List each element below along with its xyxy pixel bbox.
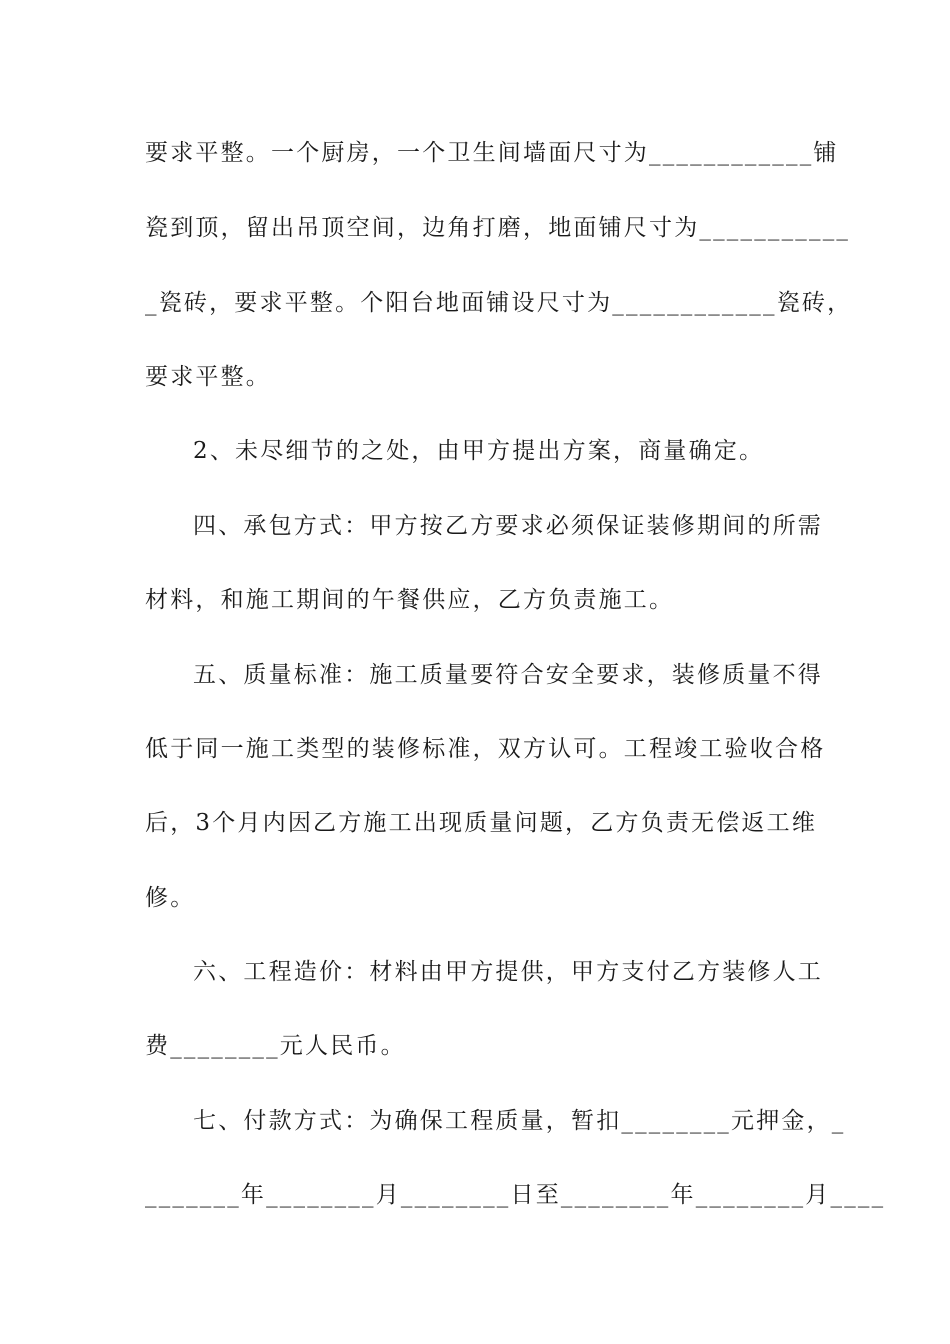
paragraph-line: 低于同一施工类型的装修标准，双方认可。工程竣工验收合格 [145, 736, 826, 762]
paragraph-line: 材料，和施工期间的午餐供应，乙方负责施工。 [145, 587, 675, 613]
paragraph-line: 费________元人民币。 [145, 1033, 406, 1059]
paragraph-line: 要求平整。一个厨房，一个卫生间墙面尺寸为____________铺 [145, 140, 839, 166]
section-7-heading-line: 七、付款方式：为确保工程质量，暂扣________元押金，_ [193, 1108, 846, 1134]
paragraph-line: 后，3个月内因乙方施工出现质量问题，乙方负责无偿返工维 [145, 810, 818, 836]
paragraph-line: _______年________月________日至________年________月____ [145, 1182, 886, 1208]
paragraph-line: 要求平整。 [145, 364, 271, 390]
paragraph-line: _瓷砖，要求平整。个阳台地面铺设尺寸为____________瓷砖， [145, 290, 853, 316]
section-6-heading-line: 六、工程造价：材料由甲方提供，甲方支付乙方装修人工 [193, 959, 823, 985]
section-5-heading-line: 五、质量标准：施工质量要符合安全要求，装修质量不得 [193, 662, 823, 688]
clause-2-line: 2、未尽细节的之处，由甲方提出方案，商量确定。 [193, 438, 765, 464]
section-4-heading-line: 四、承包方式：甲方按乙方要求必须保证装修期间的所需 [193, 513, 823, 539]
paragraph-line: 修。 [145, 885, 196, 911]
paragraph-line: 瓷到顶，留出吊顶空间，边角打磨，地面铺尺寸为___________ [145, 215, 851, 241]
